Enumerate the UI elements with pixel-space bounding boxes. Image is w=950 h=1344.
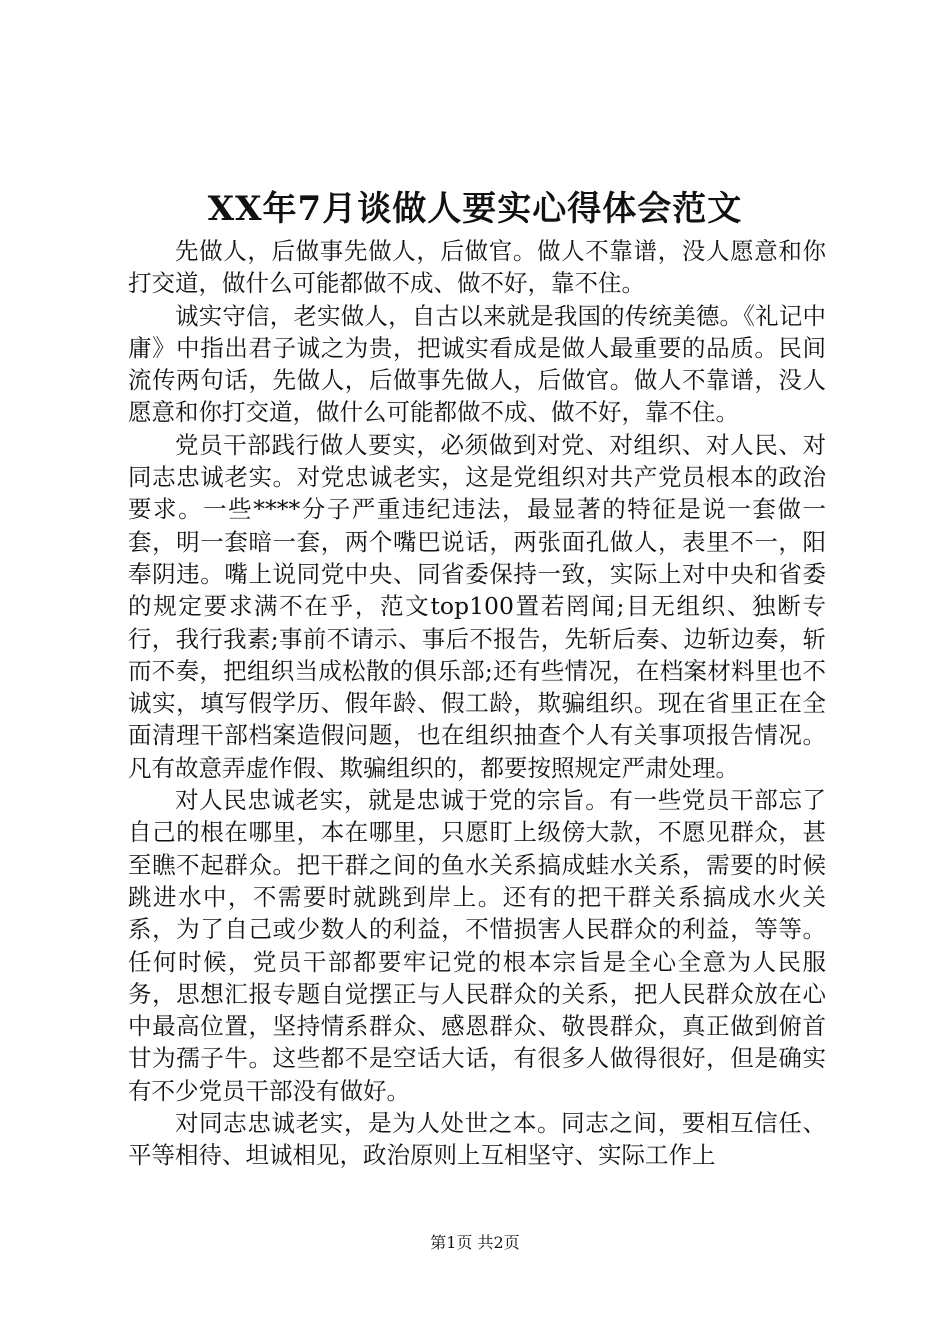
document-title: XX年7月谈做人要实心得体会范文 bbox=[207, 189, 743, 229]
document-body bbox=[128, 235, 826, 1172]
paragraph: 诚实守信，老实做人，自古以来就是我国的传统美德。《礼记中庸》中指出君子诚之为贵，把诚实看成是做人最重要的品质。民间流传两句话，先做人，后做事先做人，后做官。做人不靠谱，没人愿意和你打交道，做什么可能都做不成、做不好，靠不住。 bbox=[128, 301, 826, 427]
paragraph: 对同志忠诚老实，是为人处世之本。同志之间，要相互信任、平等相待、坦诚相见，政治原则上互相坚守、实际工作上 bbox=[128, 1109, 826, 1170]
paragraph: 先做人，后做事先做人，后做官。做人不靠谱，没人愿意和你打交道，做什么可能都做不成、做不好，靠不住。 bbox=[128, 237, 826, 298]
paragraph: 党员干部践行做人要实，必须做到对党、对组织、对人民、对同志忠诚老实。对党忠诚老实，这是党组织对共产党员根本的政治要求。一些****分子严重违纪违法，最显著的特征是说一套做一套，明一套暗一套，两个嘴巴说话，两张面孔做人，表里不一，阳奉阴违。嘴上说同党中央、同省委保持一致，实际上对中央和省委的规定要求满不在乎，范文top100置若罔闻;目无组织、独断专行，我行我素;事前不请示、事后不报告，先斩后奏、边斩边奏，斩而不奏，把组织当成松散的俱乐部;还有些情况，在档案材料里也不诚实，填写假学历、假年龄、假工龄，欺骗组织。现在省里正在全面清理干部档案造假问题，也在组织抽查个人有关事项报告情况。凡有故意弄虚作假、欺骗组织的，都要按照规定严肃处理。 bbox=[128, 430, 826, 782]
page-footer bbox=[0, 1232, 950, 1254]
page-number: 第1页 共2页 bbox=[430, 1233, 520, 1252]
paragraph: 对人民忠诚老实，就是忠诚于党的宗旨。有一些党员干部忘了自己的根在哪里，本在哪里，只愿盯上级傍大款，不愿见群众，甚至瞧不起群众。把干群之间的鱼水关系搞成蛙水关系，需要的时候跳进水中，不需要时就跳到岸上。还有的把干群关系搞成水火关系，为了自己或少数人的利益，不惜损害人民群众的利益，等等。任何时候，党员干部都要牢记党的根本宗旨是全心全意为人民服务，思想汇报专题自觉摆正与人民群众的关系，把人民群众放在心中最高位置，坚持情系群众、感恩群众、敬畏群众，真正做到俯首甘为孺子牛。这些都不是空话大话，有很多人做得很好，但是确实有不少党员干部没有做好。 bbox=[128, 786, 826, 1105]
